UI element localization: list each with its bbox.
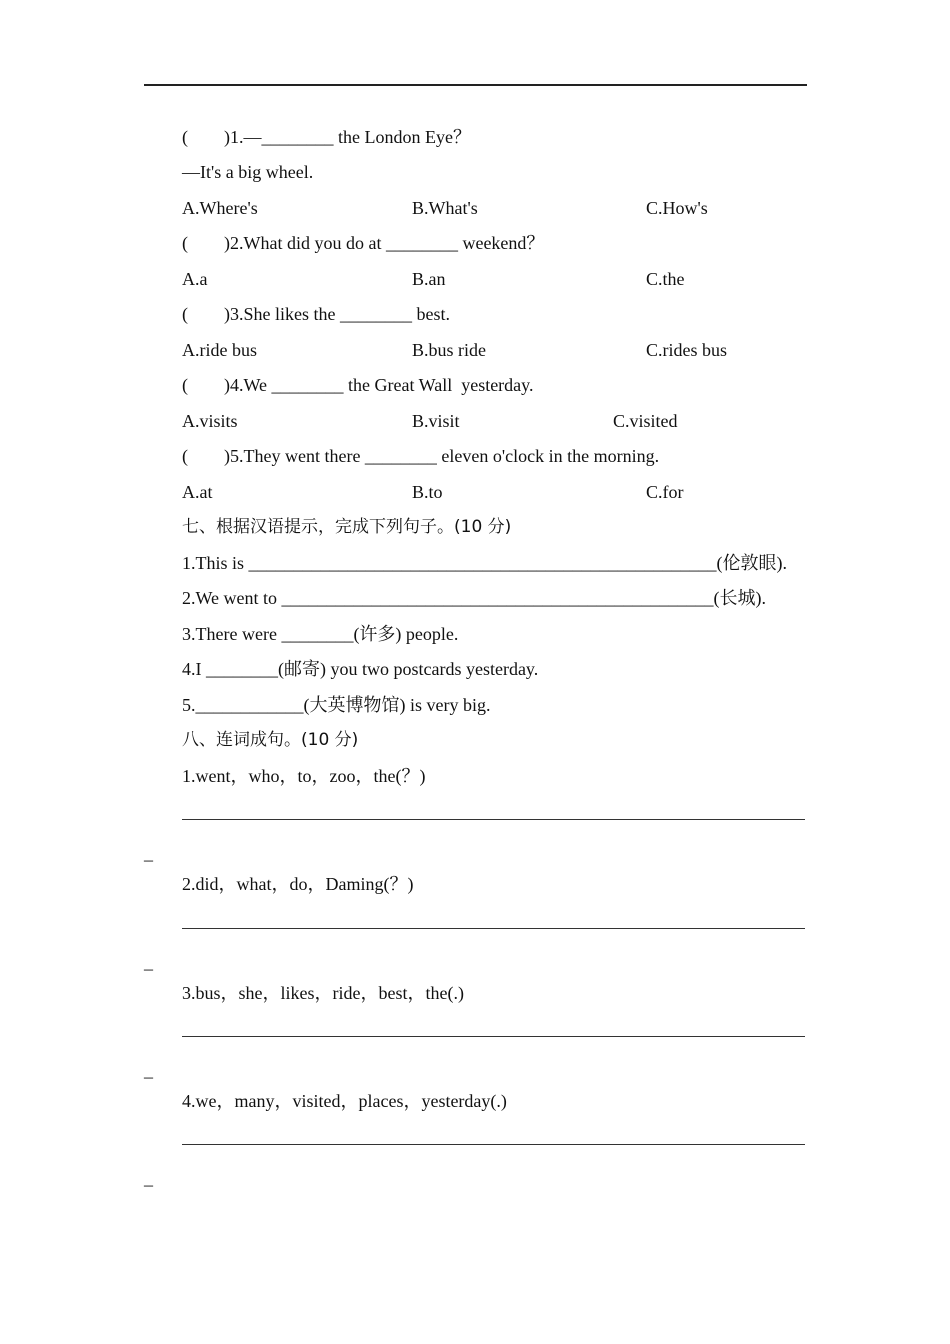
question-4-stem: ( )4.We ________ the Great Wall yesterday. [182, 375, 534, 395]
question-3-stem: ( )3.She likes the ________ best. [182, 304, 450, 324]
answer-line-4 [182, 1144, 805, 1145]
answer-line-3 [182, 1036, 805, 1037]
section-8-item-4: 4.we，many，visited，places，yesterday(.) [182, 1091, 507, 1111]
question-5-option-c: C.for [646, 482, 684, 502]
question-2-stem: ( )2.What did you do at ________ weekend？ [182, 233, 545, 253]
section-7-item-3: 3.There were ________(许多) people. [182, 624, 459, 644]
question-2-option-a: A.a [182, 269, 208, 289]
answer-dash-4: _ [144, 1168, 153, 1188]
question-1-sub: —It's a big wheel. [182, 162, 314, 182]
section-8-item-1: 1.went，who，to，zoo，the(？) [182, 766, 426, 786]
answer-line-1 [182, 819, 805, 820]
section-7-item-4: 4.I ________(邮寄) you two postcards yesterday. [182, 659, 539, 679]
header-rule [144, 84, 807, 86]
question-1-stem: ( )1.—________ the London Eye？ [182, 127, 471, 147]
question-5-option-b: B.to [412, 482, 443, 502]
question-1-option-c: C.How's [646, 198, 708, 218]
section-8-title: 八、连词成句。(10 分) [182, 730, 359, 750]
answer-dash-2: _ [144, 952, 153, 972]
question-1-option-a: A.Where's [182, 198, 258, 218]
section-8-item-3: 3.bus，she，likes，ride，best，the(.) [182, 983, 464, 1003]
question-5-option-a: A.at [182, 482, 213, 502]
question-3-option-a: A.ride bus [182, 340, 257, 360]
question-5-stem: ( )5.They went there ________ eleven o'clock in the morning. [182, 446, 660, 466]
answer-dash-3: _ [144, 1060, 153, 1080]
section-8-item-2: 2.did，what，do，Daming(？) [182, 874, 414, 894]
section-7-item-5: 5.____________(大英博物馆) is very big. [182, 695, 491, 715]
answer-line-2 [182, 928, 805, 929]
question-4-option-b: B.visit [412, 411, 460, 431]
answer-dash-1: _ [144, 843, 153, 863]
section-7-item-1: 1.This is ____________________________________________________(伦敦眼). [182, 553, 787, 573]
section-7-item-2: 2.We went to ________________________________________________(长城). [182, 588, 767, 608]
question-3-option-b: B.bus ride [412, 340, 486, 360]
question-2-option-b: B.an [412, 269, 446, 289]
section-7-title: 七、根据汉语提示，完成下列句子。(10 分) [182, 517, 512, 537]
question-4-option-c: C.visited [613, 411, 678, 431]
question-3-option-c: C.rides bus [646, 340, 727, 360]
question-1-option-b: B.What's [412, 198, 478, 218]
question-4-option-a: A.visits [182, 411, 238, 431]
question-2-option-c: C.the [646, 269, 685, 289]
